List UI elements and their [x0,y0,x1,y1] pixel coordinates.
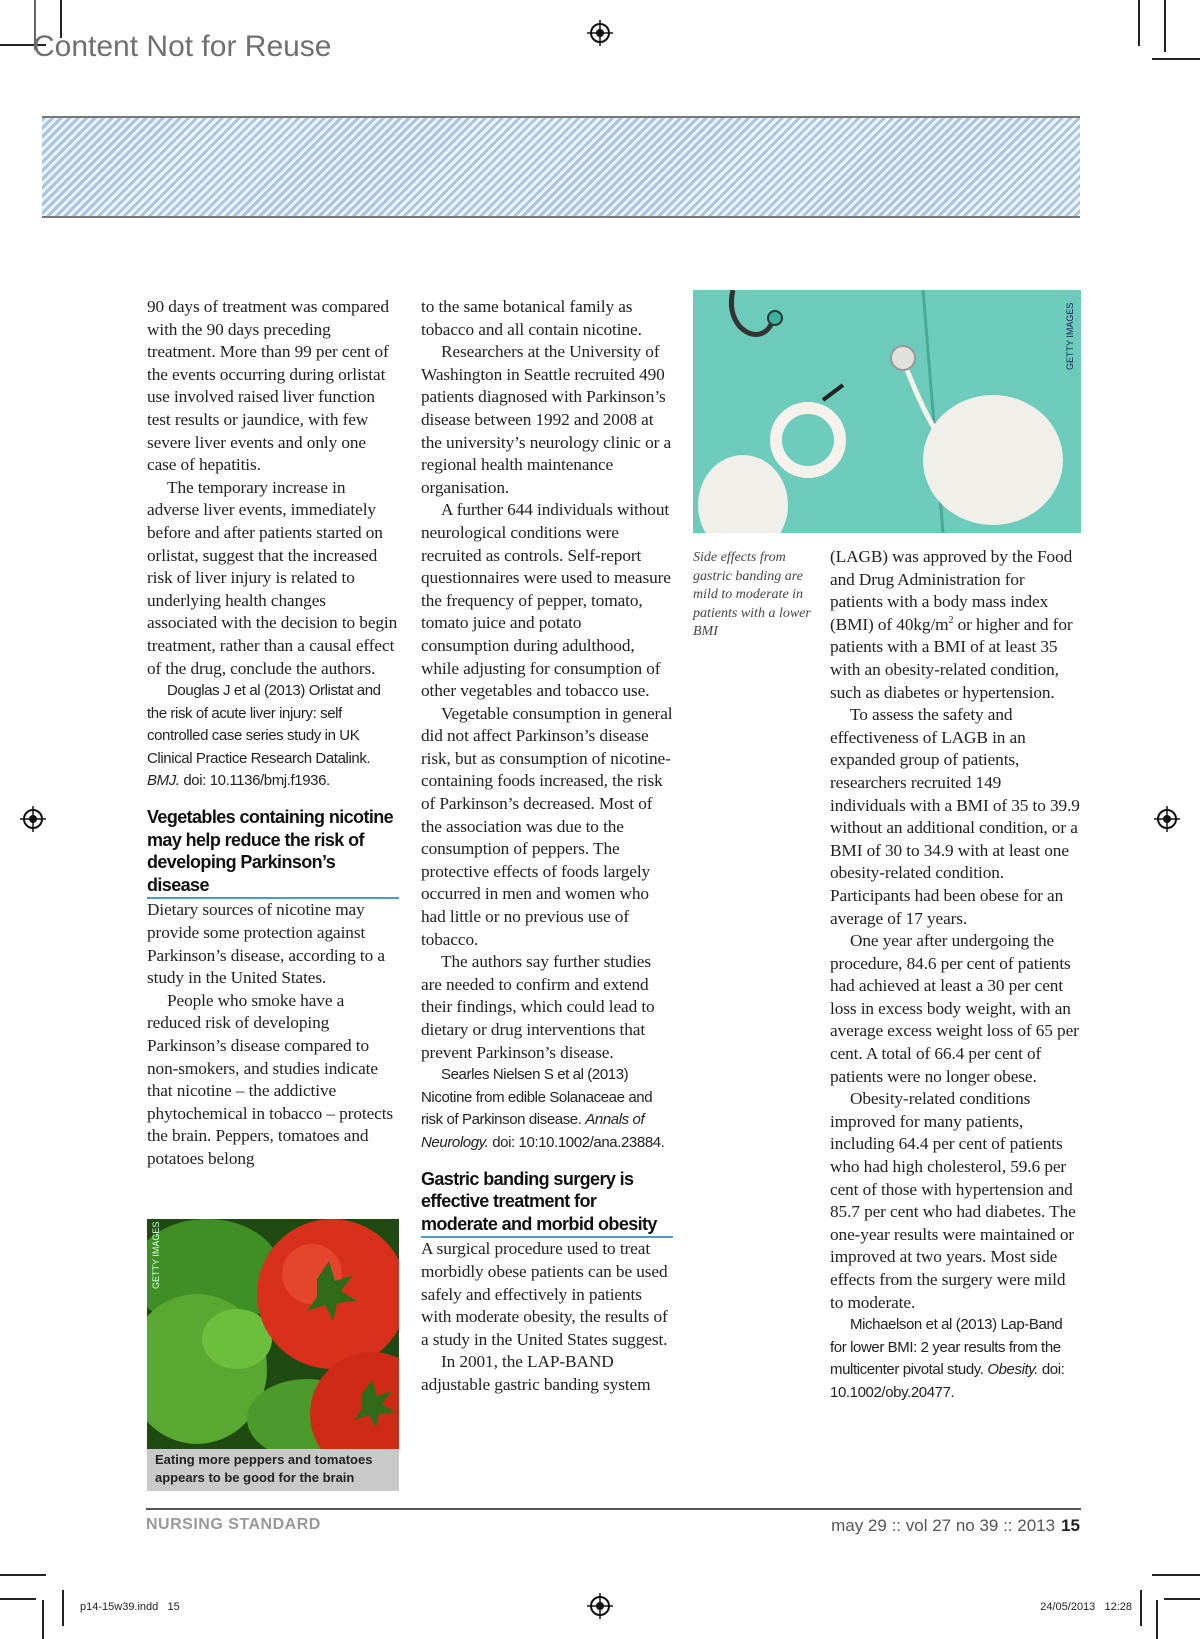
registration-mark-icon [20,806,46,832]
registration-mark-icon [1154,806,1180,832]
journal-name: BMJ. [147,772,180,790]
slug-file: p14-15w39.indd 15 [80,1601,180,1613]
column-2 [421,296,673,1397]
article-heading: Gastric banding surgery is effective treatment for moderate and morbid obesity [421,1168,673,1239]
reference: Douglas J et al (2013) Orlistat and the risk of acute liver injury: self controlled case series study in UK Clinical Practice Research Datalink. BMJ. doi: 10.1136/bmj.f1936. [147,682,381,790]
issue-info: may 29 :: vol 27 no 39 :: 2013 15 [831,1516,1080,1535]
header-banner [42,116,1080,218]
crop-mark [1164,0,1166,52]
photo-caption: Eating more peppers and tomatoes appears to be good for the brain [147,1449,399,1491]
body-paragraph: The authors say further studies are needed to confirm and extend their findings, which could lead to dietary or drug interventions that prevent Parkinson’s disease. [421,952,655,1062]
body-paragraph: In 2001, the LAP-BAND adjustable gastric banding system [421,1352,651,1394]
body-paragraph: Researchers at the University of Washington in Seattle recruited 490 patients diagnosed with Parkinson’s disease between 1992 and 2008 at the university’s neurology clinic or a regional health maintenance organisation. [421,342,672,497]
journal-name: Annals of Neurology. [421,1111,645,1151]
slug-date: 24/05/2013 12:28 [1040,1601,1132,1613]
footer-rule [146,1508,1081,1510]
crop-mark [42,1600,44,1639]
crop-mark [1152,58,1200,60]
reference: Michaelson et al (2013) Lap-Band for lower BMI: 2 year results from the multicenter pivotal study. Obesity. doi: 10.1002/oby.20477. [830,1316,1065,1401]
body-paragraph: Dietary sources of nicotine may provide some protection against Parkinson’s disease, according to a study in the United States. [147,900,385,988]
body-paragraph: One year after undergoing the procedure, 84.6 per cent of patients had achieved at least a 30 per cent loss in excess body weight, with an average excess weight loss of 65 per cent. A total of 66.4 per cent of patients were no longer obese. [830,931,1079,1086]
crop-mark [0,1574,46,1576]
registration-mark-icon [587,20,613,46]
crop-mark [1152,1574,1200,1576]
vegetables-photo [147,1219,399,1449]
photo-side-caption: Side effects from gastric banding are mild to moderate in patients with a lower BMI [693,550,811,640]
body-paragraph: People who smoke have a reduced risk of developing Parkinson’s disease compared to non-smokers, and studies indicate that nicotine – the addictive phytochemical in tobacco – protects the brain. Peppers, tomatoes and potatoes belong [147,990,394,1168]
crop-mark [1140,1590,1142,1626]
body-paragraph: Vegetable consumption in general did not affect Parkinson’s disease risk, but as consumption of nicotine-containing foods increased, the risk of Parkinson’s decreased. Most of the association was due to the consumption of peppers. The protective effects of foods largely occurred in men and women who had little or no previous use of tobacco. [421,703,673,949]
crop-mark [1164,1598,1200,1600]
crop-mark [1156,1600,1158,1639]
vegetables-image-icon [147,1219,399,1449]
body-paragraph: The temporary increase in adverse liver events, immediately before and after patients started on orlistat, suggest that the increased risk of liver injury is related to underlying health changes associated with the decision to begin treatment, rather than a causal effect of the drug, conclude the authors. [147,477,398,678]
journal-name: NURSING STANDARD [146,1516,321,1533]
body-paragraph: Obesity-related conditions improved for many patients, including 64.4 per cent of patients who had high cholesterol, 59.6 per cent of those with hypertension and 85.7 per cent who had diabetes. The one-year results were maintained or improved at two years. Most side effects from the surgery were mild to moderate. [830,1089,1076,1312]
body-paragraph: To assess the safety and effectiveness of LAGB in an expanded group of patients, researchers recruited 149 individuals with a BMI of 35 to 39.9 without an additional condition, or a BMI of 30 to 34.9 with at least one obesity-related condition. Participants had been obese for an average of 17 years. [830,705,1080,928]
body-paragraph: 90 days of treatment was compared with the 90 days preceding treatment. More than 99 per cent of the events occurring during orlistat use involved raised liver function test results or jaundice, with few severe liver events and only one case of hepatitis. [147,297,389,475]
photo-credit: GETTY IMAGES [1065,302,1075,370]
body-paragraph: A surgical procedure used to treat morbidly obese patients can be used safely and effectively in patients with moderate obesity, the results of a study in the United States suggest. [421,1239,668,1349]
registration-mark-icon [587,1593,613,1619]
body-paragraph: to the same botanical family as tobacco and all contain nicotine. [421,297,642,339]
gastric-band-photo [693,290,1081,533]
column-1 [147,296,399,1171]
body-paragraph: A further 644 individuals without neurological conditions were recruited as controls. Self-report questionnaires were used to measure the frequency of pepper, tomato, tomato juice and potato consumption during adulthood, while adjusting for consumption of other vegetables and tobacco use. [421,500,671,701]
gastric-band-image-icon [693,290,1081,533]
photo-credit: GETTY IMAGES [151,1221,161,1289]
watermark: Content Not for Reuse [33,30,332,63]
crop-mark [0,1598,36,1600]
crop-mark [62,1590,64,1626]
page-number: 15 [1061,1516,1080,1535]
column-3 [830,546,1081,1405]
body-paragraph: (LAGB) was approved by the Food and Drug Administration for patients with a body mass index (BMI) of $40kg/m^2$ or higher and for patients with a BMI of at least 35 with an obesity-related condition, such as diabetes or hypertension. [830,547,1073,702]
journal-name: Obesity. [987,1361,1039,1379]
crop-mark [1138,0,1140,46]
article-heading: Vegetables containing nicotine may help reduce the risk of developing Parkinson’s disease [147,806,399,899]
reference: Searles Nielsen S et al (2013) Nicotine from edible Solanaceae and risk of Parkinson disease. Annals of Neurology. doi: 10:10.1002/ana.23884. [421,1066,665,1151]
